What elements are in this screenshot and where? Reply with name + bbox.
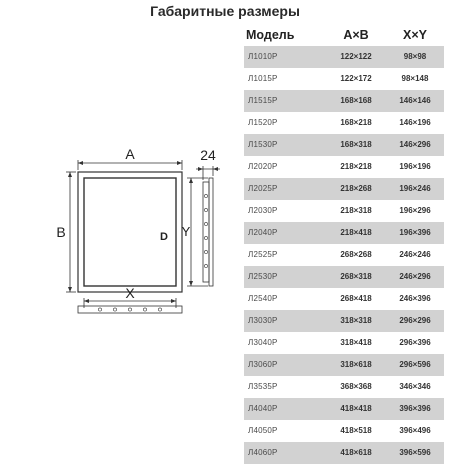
cell-xy: 98×98: [386, 46, 444, 68]
cell-model: Л2020Р: [244, 156, 326, 178]
table-row: [244, 310, 444, 332]
header-model: Модель: [244, 24, 326, 46]
table-row: [244, 244, 444, 266]
bottom-screw-holes: [98, 308, 161, 311]
cell-ab: 122×122: [326, 46, 386, 68]
dim-x-label: X: [125, 285, 135, 301]
cell-xy: 196×196: [386, 156, 444, 178]
page-title: Габаритные размеры: [150, 3, 300, 19]
cell-xy: 346×346: [386, 376, 444, 398]
cell-ab: 318×418: [326, 332, 386, 354]
table-row: [244, 354, 444, 376]
dim-b-label: B: [56, 224, 66, 240]
cell-ab: 168×318: [326, 134, 386, 156]
cell-model: Л1515Р: [244, 90, 326, 112]
cell-model: Л2030Р: [244, 200, 326, 222]
hatch-dimension-drawing: [40, 140, 240, 330]
cell-xy: 296×396: [386, 332, 444, 354]
cell-xy: 146×296: [386, 134, 444, 156]
table-row: [244, 288, 444, 310]
table-row: [244, 68, 444, 90]
cell-ab: 268×268: [326, 244, 386, 266]
cell-model: Л2540Р: [244, 288, 326, 310]
cell-model: Л4060Р: [244, 442, 326, 464]
cell-ab: 218×268: [326, 178, 386, 200]
table-row: [244, 398, 444, 420]
cell-model: Л1015Р: [244, 68, 326, 90]
cell-xy: 246×246: [386, 244, 444, 266]
cell-model: Л2525Р: [244, 244, 326, 266]
cell-ab: 268×418: [326, 288, 386, 310]
cell-ab: 218×218: [326, 156, 386, 178]
table-row: [244, 442, 444, 464]
cell-model: Л4050Р: [244, 420, 326, 442]
cell-ab: 418×518: [326, 420, 386, 442]
dim-a-label: A: [125, 146, 135, 162]
table-row: [244, 134, 444, 156]
dim-y-label: Y: [181, 224, 191, 239]
cell-xy: 146×196: [386, 112, 444, 134]
drawing-svg: [40, 140, 240, 330]
cell-model: Л1530Р: [244, 134, 326, 156]
table-row: [244, 112, 444, 134]
cell-xy: 196×246: [386, 178, 444, 200]
cell-model: Л2040Р: [244, 222, 326, 244]
cell-xy: 296×596: [386, 354, 444, 376]
cell-model: Л3030Р: [244, 310, 326, 332]
hatch-side-flange: [209, 178, 213, 286]
cell-ab: 218×318: [326, 200, 386, 222]
cell-xy: 196×296: [386, 200, 444, 222]
table-row: [244, 90, 444, 112]
side-screw-holes: [204, 194, 207, 267]
cell-ab: 168×218: [326, 112, 386, 134]
cell-ab: 218×418: [326, 222, 386, 244]
cell-ab: 418×418: [326, 398, 386, 420]
dim-depth-label: 24: [200, 147, 216, 163]
door-handle-icon: D: [160, 231, 168, 243]
cell-ab: 268×318: [326, 266, 386, 288]
cell-model: Л3535Р: [244, 376, 326, 398]
header-ab: A×B: [326, 24, 386, 46]
size-table: [244, 24, 444, 464]
cell-model: Л1520Р: [244, 112, 326, 134]
cell-ab: 122×172: [326, 68, 386, 90]
table-row: [244, 332, 444, 354]
table-row: [244, 376, 444, 398]
cell-xy: 296×296: [386, 310, 444, 332]
table-row: [244, 200, 444, 222]
cell-xy: 396×496: [386, 420, 444, 442]
table-row: [244, 178, 444, 200]
cell-model: Л2025Р: [244, 178, 326, 200]
cell-xy: 246×296: [386, 266, 444, 288]
cell-xy: 246×396: [386, 288, 444, 310]
table-row: [244, 420, 444, 442]
table-row: [244, 46, 444, 68]
cell-model: Л3040Р: [244, 332, 326, 354]
size-table-body: [244, 46, 444, 464]
cell-ab: 368×368: [326, 376, 386, 398]
header-xy: X×Y: [386, 24, 444, 46]
cell-ab: 168×168: [326, 90, 386, 112]
cell-xy: 98×148: [386, 68, 444, 90]
arrowheads: [68, 161, 218, 303]
cell-xy: 396×396: [386, 398, 444, 420]
cell-model: Л3060Р: [244, 354, 326, 376]
table-row: [244, 266, 444, 288]
cell-xy: 396×596: [386, 442, 444, 464]
cell-xy: 196×396: [386, 222, 444, 244]
cell-model: Л1010Р: [244, 46, 326, 68]
cell-ab: 418×618: [326, 442, 386, 464]
cell-ab: 318×318: [326, 310, 386, 332]
cell-model: Л4040Р: [244, 398, 326, 420]
cell-xy: 146×146: [386, 90, 444, 112]
cell-model: Л2530Р: [244, 266, 326, 288]
cell-ab: 318×618: [326, 354, 386, 376]
table-header-row: [244, 24, 444, 46]
table-row: [244, 222, 444, 244]
table-row: [244, 156, 444, 178]
